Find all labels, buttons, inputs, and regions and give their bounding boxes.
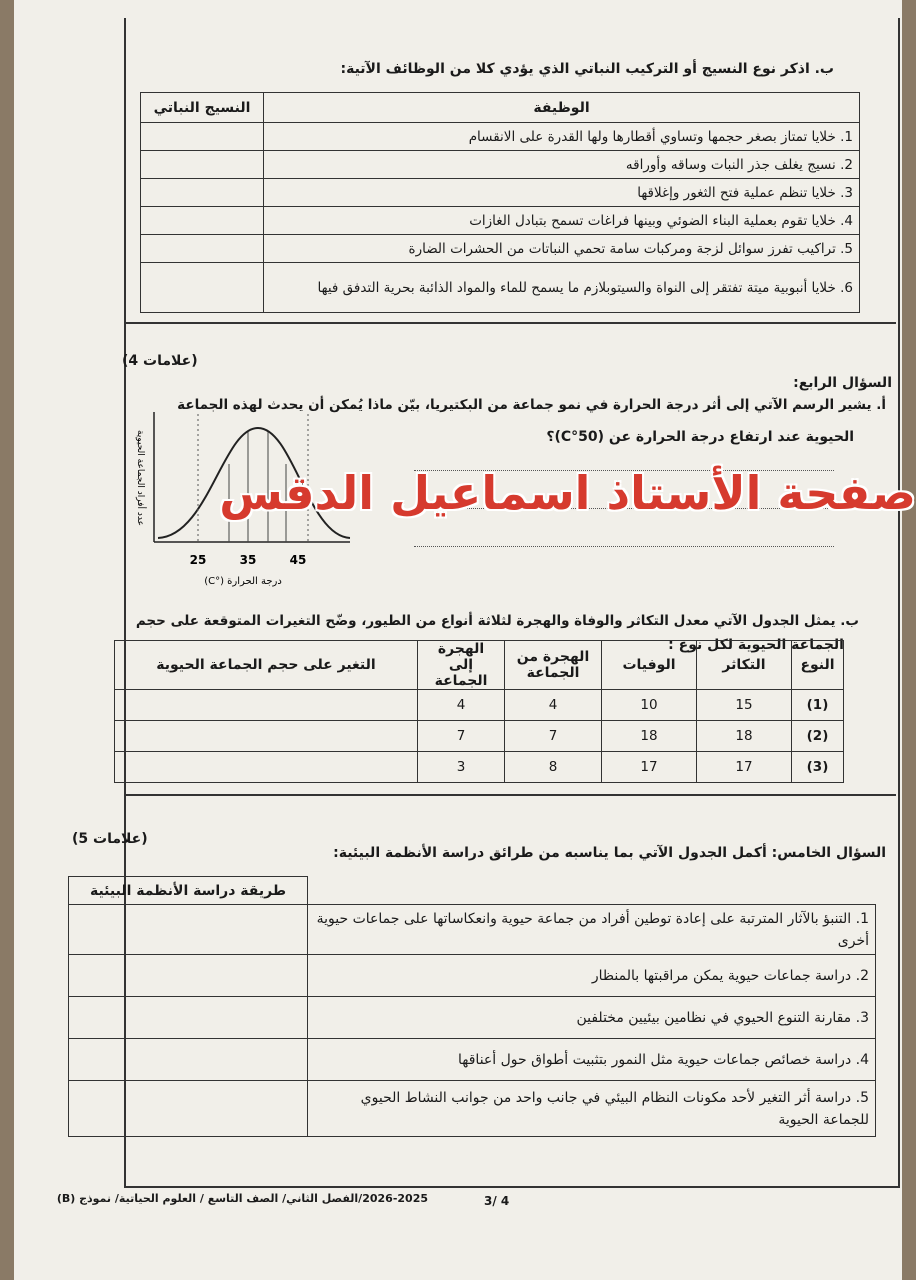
deaths-cell: 18 <box>602 721 697 752</box>
x-tick-45: 45 <box>289 553 307 567</box>
footer-info: 2026-2025/الفصل الثاني/ الصف التاسع / العلوم الحياتية/ نموذج (B) <box>56 1192 428 1205</box>
q5-marks: (5 علامات) <box>72 831 148 847</box>
function-cell: 3. خلايا تنظم عملية فتح الثغور وإغلاقها <box>264 179 860 207</box>
method-answer-cell[interactable] <box>69 1081 308 1137</box>
section-b1-heading: ب. اذكر نوع النسيج أو التركيب النباتي الذي يؤدي كلا من الوظائف الآتية: <box>340 61 834 77</box>
page-number: 3/ 4 <box>484 1194 510 1208</box>
col-species-header: النوع <box>792 641 844 690</box>
tissue-answer-cell[interactable] <box>141 235 264 263</box>
section-divider <box>126 322 896 324</box>
col-migration-out-header: الهجرة من الجماعة <box>505 641 602 690</box>
q4-title: السؤال الرابع: <box>793 375 892 391</box>
function-cell: 1. خلايا تمتاز بصغر حجمها وتساوي أقطارها ولها القدرة على الانقسام <box>264 123 860 151</box>
y-axis-label: عدد أفراد الجماعة الحيوية <box>135 430 145 526</box>
migration-out-cell: 7 <box>505 721 602 752</box>
col-tissue-header: النسيج النباتي <box>141 93 264 123</box>
method-answer-cell[interactable] <box>69 955 308 997</box>
migration-in-cell: 3 <box>418 752 505 783</box>
tissue-table <box>140 92 860 313</box>
tissue-answer-cell[interactable] <box>141 207 264 235</box>
watermark-text: صفحة الأستاذ اسماعيل الدقس <box>219 466 916 520</box>
x-tick-25: 25 <box>189 553 207 567</box>
change-answer-cell[interactable] <box>115 752 418 783</box>
q4-marks: (4 علامات) <box>122 353 198 369</box>
species-cell: (3) <box>792 752 844 783</box>
col-function-header: الوظيفة <box>264 93 860 123</box>
section-divider <box>126 794 896 796</box>
method-answer-cell[interactable] <box>69 997 308 1039</box>
birds-table <box>114 640 844 783</box>
births-cell: 15 <box>697 690 792 721</box>
method-description-cell: 5. دراسة أثر التغير لأحد مكونات النظام البيئي في جانب واحد من جوانب النشاط الحيوي للجماعة الحيوية <box>308 1081 876 1137</box>
tissue-answer-cell[interactable] <box>141 263 264 313</box>
col-deaths-header: الوفيات <box>602 641 697 690</box>
exam-page <box>14 0 916 1280</box>
q4-a-line1: أ. يشير الرسم الآتي إلى أثر درجة الحرارة في نمو جماعة من البكتيريا، بيّن ماذا يُمكن أن يحدث لهذه الجماعة <box>177 397 886 413</box>
x-axis-label: درجة الحرارة (°C) <box>204 576 282 587</box>
migration-in-cell: 7 <box>418 721 505 752</box>
col-migration-in-header: الهجرة إلى الجماعة <box>418 641 505 690</box>
function-cell: 6. خلايا أنبوبية ميتة تفتقر إلى النواة والسيتوبلازم ما يسمح للماء والمواد الذائبة بحرية التدفق فيها <box>264 263 860 313</box>
function-cell: 2. نسيج يغلف جذر النبات وساقه وأوراقه <box>264 151 860 179</box>
x-tick-35: 35 <box>239 553 257 567</box>
deaths-cell: 17 <box>602 752 697 783</box>
tissue-answer-cell[interactable] <box>141 179 264 207</box>
migration-out-cell: 8 <box>505 752 602 783</box>
q4-b-line2: الجماعة الحيوية لكل نوع : <box>668 637 844 653</box>
species-cell: (1) <box>792 690 844 721</box>
col-method-header: طريقة دراسة الأنظمة البيئية <box>69 877 308 905</box>
species-cell: (2) <box>792 721 844 752</box>
method-description-cell: 4. دراسة خصائص جماعات حيوية مثل النمور بتثبيت أطواق حول أعناقها <box>308 1039 876 1081</box>
function-cell: 4. خلايا تقوم بعملية البناء الضوئي وبينها فراغات تسمح بتبادل الغازات <box>264 207 860 235</box>
q4-a-line2: الحيوية عند ارتفاع درجة الحرارة عن (50°C)؟ <box>546 429 854 445</box>
ecosystem-methods-table <box>68 876 876 1137</box>
method-description-cell: 2. دراسة جماعات حيوية يمكن مراقبتها بالمنظار <box>308 955 876 997</box>
births-cell: 18 <box>697 721 792 752</box>
change-answer-cell[interactable] <box>115 721 418 752</box>
function-cell: 5. تراكيب تفرز سوائل لزجة ومركبات سامة تحمي النباتات من الحشرات الضارة <box>264 235 860 263</box>
migration-in-cell: 4 <box>418 690 505 721</box>
births-cell: 17 <box>697 752 792 783</box>
answer-line[interactable] <box>414 546 834 547</box>
q5-title: السؤال الخامس: أكمل الجدول الآتي بما يناسبه من طرائق دراسة الأنظمة البيئية: <box>333 845 886 861</box>
method-answer-cell[interactable] <box>69 905 308 955</box>
migration-out-cell: 4 <box>505 690 602 721</box>
method-description-cell: 1. التنبؤ بالآثار المترتبة على إعادة توطين أفراد من جماعة حيوية وانعكاساتها على جماعات حيوية أخرى <box>308 905 876 955</box>
tissue-answer-cell[interactable] <box>141 123 264 151</box>
q4-b-line1: ب. يمثل الجدول الآتي معدل التكاثر والوفاة والهجرة لثلاثة أنواع من الطيور، وضّح التغيرات المتوقعة على حجم <box>135 613 859 629</box>
tissue-answer-cell[interactable] <box>141 151 264 179</box>
col-births-header: التكاثر <box>697 641 792 690</box>
deaths-cell: 10 <box>602 690 697 721</box>
change-answer-cell[interactable] <box>115 690 418 721</box>
method-answer-cell[interactable] <box>69 1039 308 1081</box>
method-description-cell: 3. مقارنة التنوع الحيوي في نظامين بيئيين مختلفين <box>308 997 876 1039</box>
col-change-header: التغير على حجم الجماعة الحيوية <box>115 641 418 690</box>
